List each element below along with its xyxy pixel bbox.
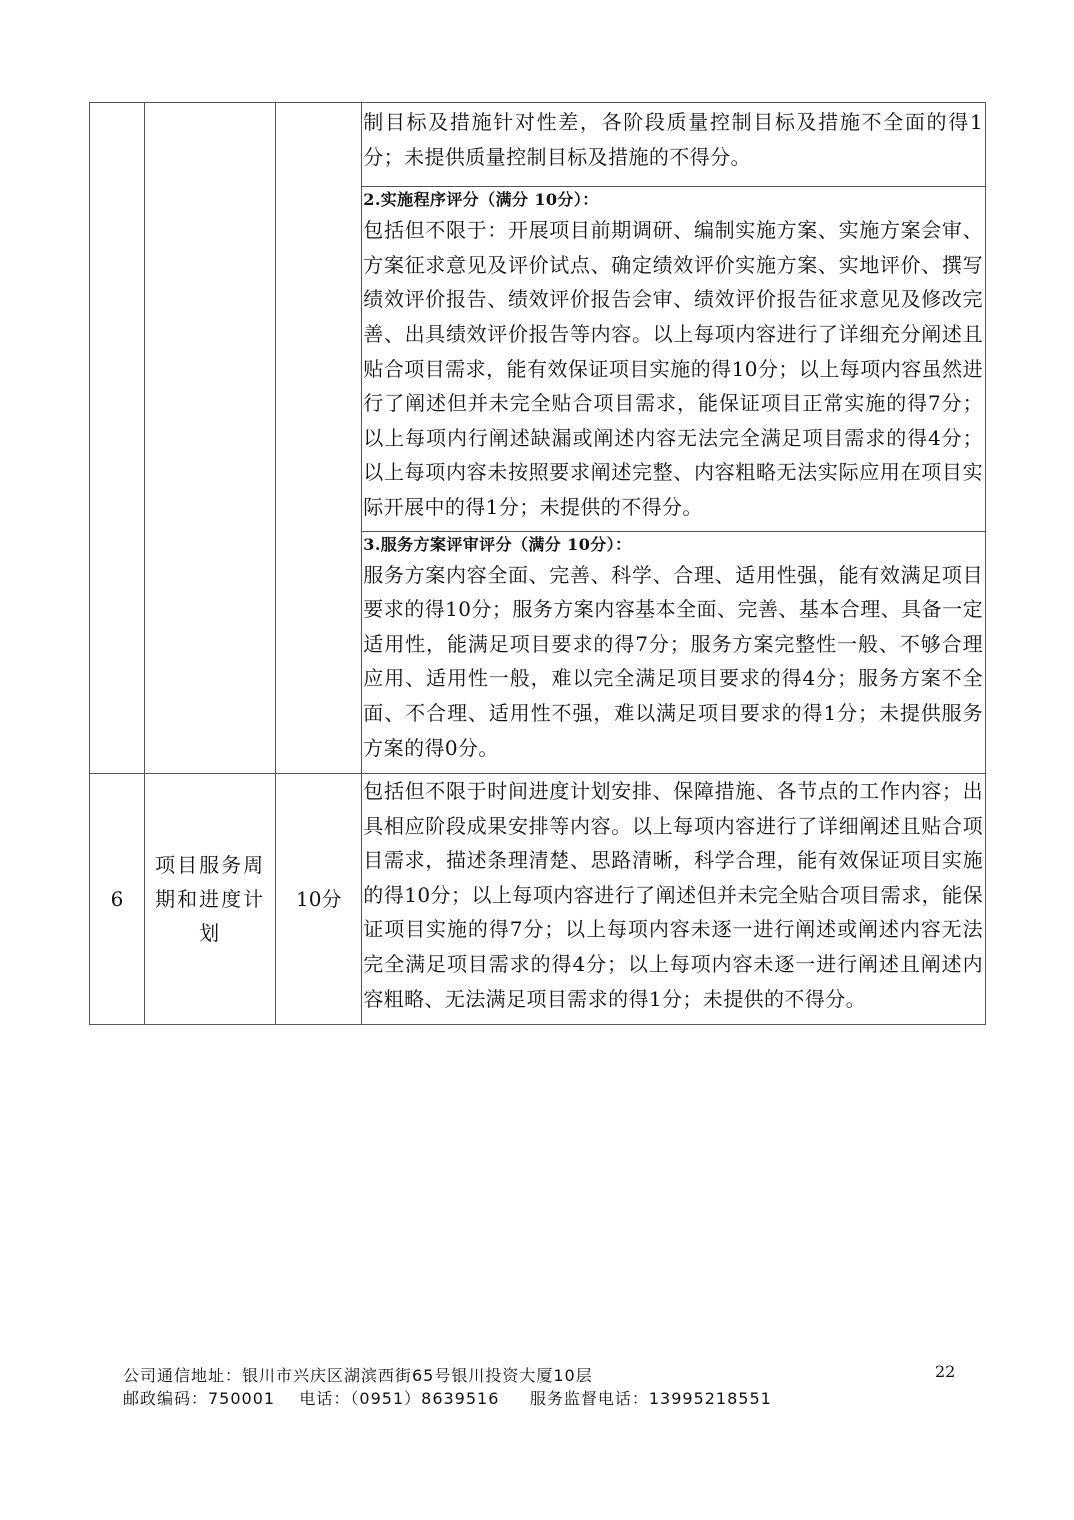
category-cell-continued <box>145 103 276 774</box>
criteria-cell-block3 <box>362 531 986 774</box>
footer-contact: 邮政编码：750001 电话：（0951）8639516 服务监督电话：13995218551 <box>123 1389 772 1408</box>
row-score: 10分 <box>296 887 342 912</box>
page-number: 22 <box>935 1362 956 1381</box>
score-cell-6 <box>276 774 362 1025</box>
row-category: 项目服务周期和进度计划 <box>155 853 266 946</box>
index-cell-continued <box>90 103 145 774</box>
block2-body: 包括但不限于：开展项目前期调研、编制实施方案、实施方案会审、方案征求意见及评价试点、确定绩效评价实施方案、实地评价、撰写绩效评价报告、绩效评价报告会审、绩效评价报告征求意见及修改完善、出具绩效评价报告等内容。以上每项内容进行了详细充分阐述且贴合项目需求，能有效保证项目实施的得10分；以上每项内容虽然进行了阐述但并未完全贴合项目需求，能保证项目正常实施的得7分；以上每项内行阐述缺漏或阐述内容无法完全满足项目需求的得4分；以上每项内容未按照要求阐述完整、内容粗略无法实际应用在项目实际开展中的得1分；未提供的不得分。 <box>363 218 983 519</box>
scoring-table <box>89 102 986 1025</box>
category-cell-6 <box>145 774 276 1025</box>
criteria-cell-6 <box>362 774 986 1025</box>
index-cell-6 <box>90 774 145 1025</box>
block3-body: 服务方案内容全面、完善、科学、合理、适用性强，能有效满足项目要求的得10分；服务方案内容基本全面、完善、基本合理、具备一定适用性，能满足项目要求的得7分；服务方案完整性一般、不够合理应用、适用性一般，难以完全满足项目要求的得4分；服务方案不全面、不合理、适用性不强，难以满足项目要求的得1分；未提供服务方案的得0分。 <box>363 562 983 760</box>
block2-heading: 2.实施程序评分（满分 10分）： <box>363 190 599 210</box>
footer-address: 公司通信地址：银川市兴庆区湖滨西街65号银川投资大厦10层 <box>123 1366 593 1385</box>
row-index: 6 <box>110 887 124 912</box>
criteria-text-6: 包括但不限于时间进度计划安排、保障措施、各节点的工作内容；出具相应阶段成果安排等内容。以上每项内容进行了详细阐述且贴合项目需求，描述条理清楚、思路清晰，科学合理，能有效保证项目实施的得10分；以上每项内容进行了阐述但并未完全贴合项目需求，能保证项目实施的得7分；以上每项内容未逐一进行阐述或阐述内容无法完全满足项目需求的得4分；以上每项内容未逐一进行阐述且阐述内容粗略、无法满足项目需求的得1分；未提供的不得分。 <box>363 779 983 1011</box>
block3-heading: 3.服务方案评审评分（满分 10分）： <box>363 534 632 554</box>
criteria-cell-block2 <box>362 187 986 531</box>
page-footer <box>123 1364 772 1410</box>
criteria-text-continued: 制目标及措施针对性差，各阶段质量控制目标及措施不全面的得1分；未提供质量控制目标及措施的不得分。 <box>363 110 983 169</box>
criteria-cell-continued <box>362 103 986 187</box>
score-cell-continued <box>276 103 362 774</box>
table-row <box>90 103 986 187</box>
table-row <box>90 774 986 1025</box>
